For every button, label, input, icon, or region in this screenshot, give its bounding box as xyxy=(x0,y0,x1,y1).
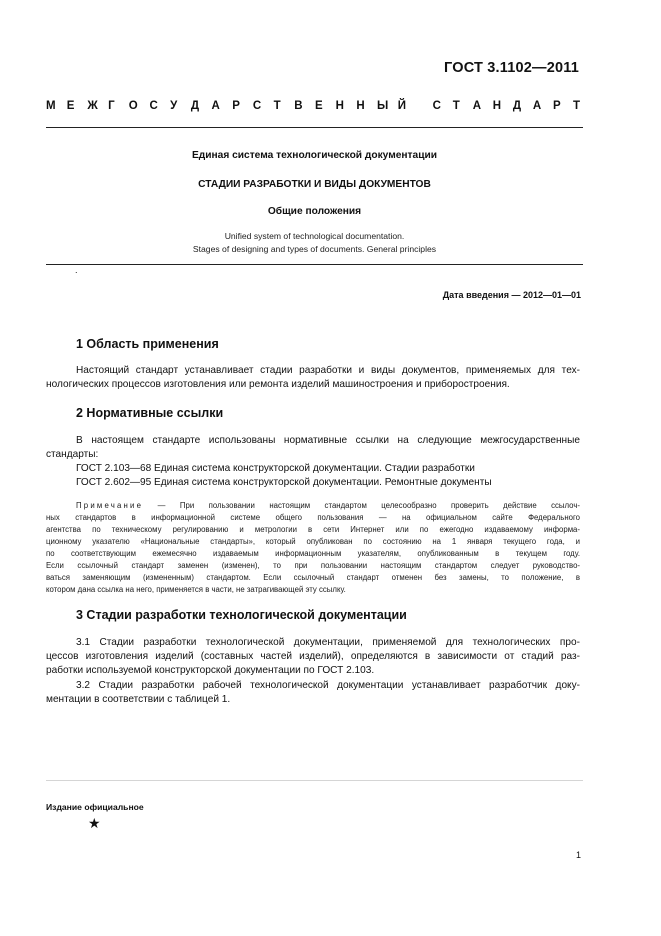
section-2-heading: 2 Нормативные ссылки xyxy=(76,406,224,420)
banner-letter: Н xyxy=(356,100,365,112)
note-line: ваться заменяющим (измененным) стандартом. Если ссылочный стандарт отменен без замены, то положение, в xyxy=(46,573,580,582)
note-line: ционному указателю «Национальные стандарты», который опубликован по состоянию на 1 января текущего года, и xyxy=(46,537,580,546)
section-3-heading: 3 Стадии разработки технологической документации xyxy=(76,608,407,622)
text-line: нологических процессов изготовления или ремонта изделий машиностроения и приборостроения. xyxy=(46,379,510,390)
banner-letter: А xyxy=(532,100,542,112)
note-label: Примечание xyxy=(76,501,144,510)
banner-letter: М xyxy=(46,100,56,112)
banner-letter: Ж xyxy=(87,100,98,112)
banner-letter: Т xyxy=(573,100,581,112)
header-rule xyxy=(46,127,583,128)
banner-letter: Г xyxy=(108,100,115,112)
banner-letter: Ы xyxy=(377,100,389,112)
interstate-standard-banner xyxy=(46,100,583,120)
text-line: 3.2 Стадии разработки рабочей технологической документации устанавливает разработчик доку- xyxy=(76,680,580,691)
banner-letter: Е xyxy=(66,100,75,112)
banner-letter: А xyxy=(472,100,482,112)
banner-letter: В xyxy=(294,100,303,112)
section-3-paragraph-1 xyxy=(46,636,580,678)
section-1-heading: 1 Область применения xyxy=(76,337,219,351)
section-3-paragraph-2 xyxy=(46,679,580,707)
note-line: ных стандартов в информационной системе общего пользования — на официальном сайте Федерального xyxy=(46,513,580,522)
banner-letter: С xyxy=(149,100,158,112)
banner-letter: Д xyxy=(512,100,522,112)
banner-letter: С xyxy=(432,100,441,112)
banner-letter: Р xyxy=(552,100,561,112)
note-line: по соответствующим ежемесячно издаваемым информационным указателям, опубликованным в текущем году. xyxy=(46,549,580,558)
banner-letter: У xyxy=(170,100,178,112)
document-id: ГОСТ 3.1102—2011 xyxy=(443,60,579,76)
banner-letter: Й xyxy=(397,100,406,112)
official-edition-label: Издание официальное xyxy=(46,802,144,812)
banner-letter: Н xyxy=(492,100,502,112)
banner-letter: Е xyxy=(314,100,323,112)
introduction-date: Дата введения — 2012—01—01 xyxy=(442,290,581,300)
english-title-line-2: Stages of designing and types of documents. General principles xyxy=(192,244,437,254)
reference-gost-2-602: ГОСТ 2.602—95 Единая система конструкторской документации. Ремонтные документы xyxy=(76,477,492,488)
banner-letter: Р xyxy=(232,100,240,112)
banner-letter: О xyxy=(128,100,138,112)
marker-dot: . xyxy=(75,265,78,275)
text-line: работки используемой конструкторской документации по ГОСТ 2.103. xyxy=(46,665,375,676)
text-line: цессов изготовления изделий (составных частей изделий), определяются в зависимости от стадий раз- xyxy=(46,651,580,662)
text-line: стандарты: xyxy=(46,449,99,460)
document-subtitle: Общие положения xyxy=(267,206,362,217)
note-text: — При пользовании настоящим стандартом целесообразно проверить действие ссылоч- xyxy=(157,501,580,510)
section-1-paragraph xyxy=(46,364,580,392)
banner-letter: Д xyxy=(190,100,200,112)
note-line xyxy=(76,500,580,512)
text-line: Настоящий стандарт устанавливает стадии разработки и виды документов, применяемых для тех- xyxy=(76,365,580,376)
banner-letter: Т xyxy=(273,100,281,112)
faint-divider xyxy=(46,780,583,781)
note-line: котором дана ссылка на него, применяется в части, не затрагивающей эту ссылку. xyxy=(46,585,346,594)
title-rule xyxy=(46,264,583,265)
note-line: Если ссылочный стандарт заменен (изменен), то при пользовании настоящим стандартом следует руководство- xyxy=(46,561,580,570)
page-number: 1 xyxy=(576,850,582,860)
text-line: ментации в соответствии с таблицей 1. xyxy=(46,694,231,705)
text-line: 3.1 Стадии разработки технологической документации, применяемой для технологических про- xyxy=(76,637,580,648)
banner-letter: Н xyxy=(335,100,344,112)
document-main-title: СТАДИИ РАЗРАБОТКИ И ВИДЫ ДОКУМЕНТОВ xyxy=(198,179,431,190)
banner-letter: С xyxy=(252,100,262,112)
section-2-paragraph xyxy=(46,434,580,490)
reference-gost-2-103: ГОСТ 2.103—68 Единая система конструкторской документации. Стадии разработки xyxy=(76,463,475,474)
banner-letter: Т xyxy=(452,100,460,112)
banner-letter: А xyxy=(211,100,220,112)
star-icon: ★ xyxy=(88,815,101,831)
system-title: Единая система технологической документации xyxy=(191,150,438,161)
note-line: агентства по техническому регулированию и метрологии в сети Интернет или по ежегодно издаваемому информа- xyxy=(46,525,580,534)
text-line: В настоящем стандарте использованы нормативные ссылки на следующие межгосударственные xyxy=(76,435,580,446)
english-title-line-1: Unified system of technological documentation. xyxy=(224,231,405,241)
section-2-note xyxy=(46,500,580,596)
